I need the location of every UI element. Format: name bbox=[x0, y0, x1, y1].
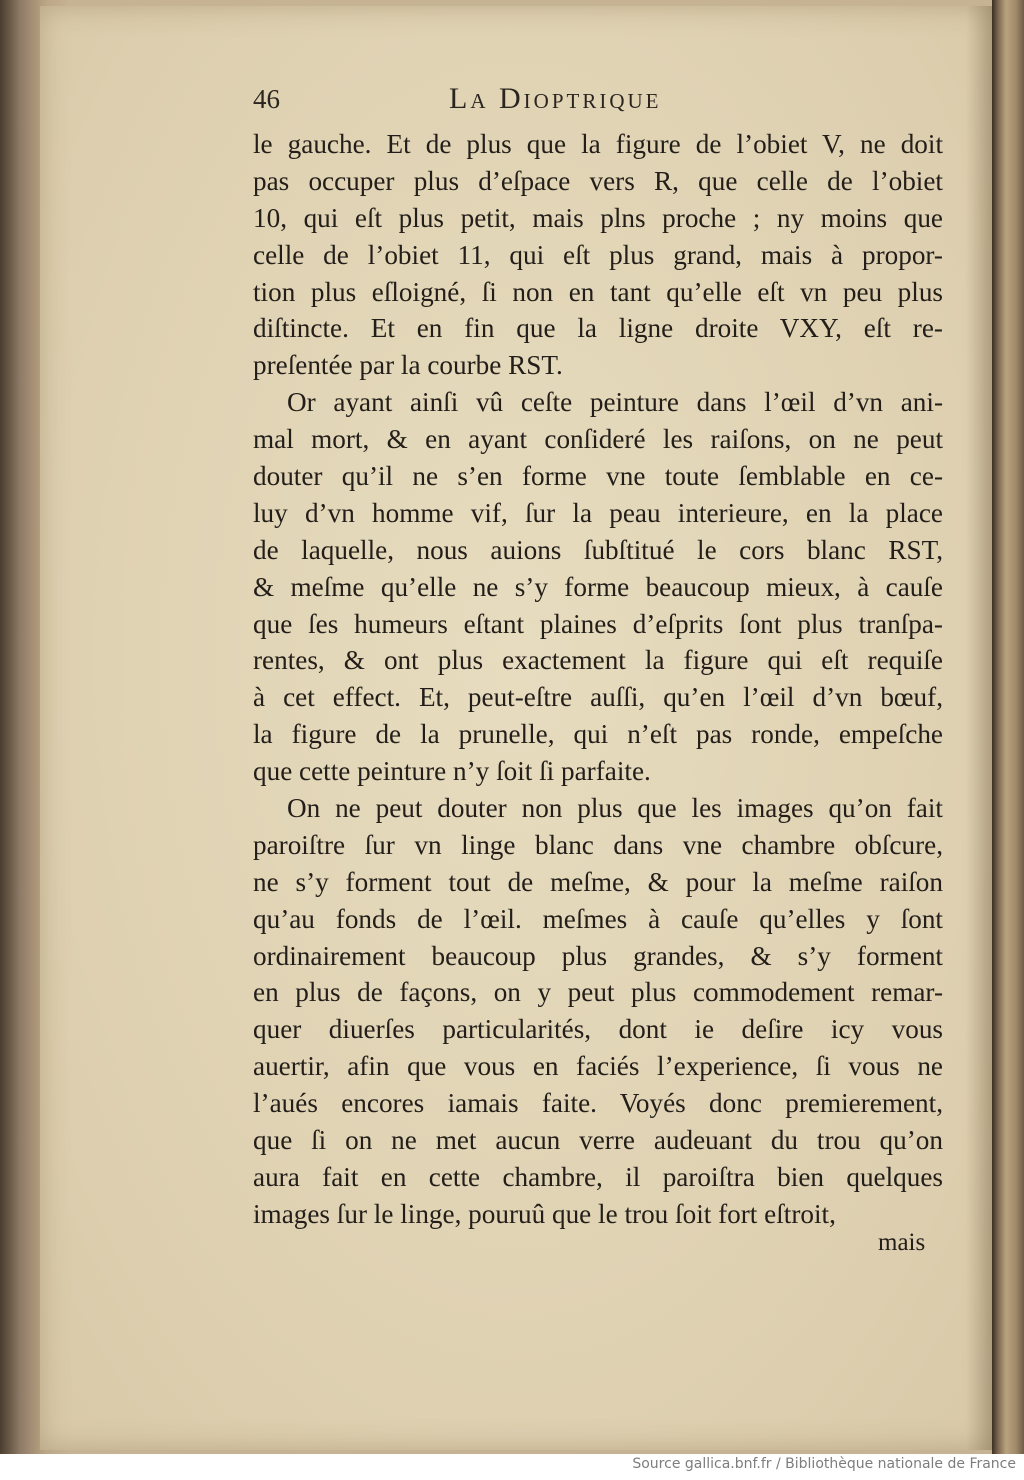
running-head bbox=[253, 84, 943, 120]
text-line: douter qu’il ne s’en forme vne toute ſemblable en ce- bbox=[253, 461, 943, 492]
text-line: que ſes humeurs eſtant plaines d’eſprits ſont plus tranſpa- bbox=[253, 608, 943, 639]
running-title: La Dioptrique bbox=[449, 82, 662, 115]
text-line: la figure de la prunelle, qui n’eſt pas ronde, empeſche bbox=[253, 719, 943, 750]
text-line: que ſi on ne met aucun verre audeuant du trou qu’on bbox=[253, 1125, 943, 1156]
text-line: à cet effect. Et, peut-eſtre auſſi, qu’en l’œil d’vn bœuf, bbox=[253, 682, 943, 713]
text-line: l’aués encores iamais faite. Voyés donc premierement, bbox=[253, 1088, 943, 1119]
text-line: mal mort, & en ayant conſideré les raiſons, on ne peut bbox=[253, 424, 943, 455]
source-credit: Source gallica.bnf.fr / Bibliothèque nationale de France bbox=[632, 1456, 1016, 1472]
text-line: ordinairement beaucoup plus grandes, & s’y forment bbox=[253, 940, 943, 971]
text-line: & meſme qu’elle ne s’y forme beaucoup mieux, à cauſe bbox=[253, 571, 943, 602]
text-line: 10, qui eſt plus petit, mais plns proche ; ny moins que bbox=[253, 202, 943, 233]
text-line: luy d’vn homme vif, ſur la peau interieure, en la place bbox=[253, 497, 943, 528]
text-line: aura fait en cette chambre, il paroiſtra bien quelques bbox=[253, 1161, 943, 1192]
text-line: de laquelle, nous auions ſubſtitué le cors blanc RST, bbox=[253, 534, 943, 565]
body-text bbox=[253, 126, 953, 1233]
text-line: en plus de façons, on y peut plus commodement remar- bbox=[253, 977, 943, 1008]
catchword: mais bbox=[878, 1229, 926, 1256]
facing-page-edge bbox=[992, 0, 1024, 1454]
text-line: images ſur le linge, pouruû que le trou ſoit fort eſtroit, bbox=[253, 1198, 836, 1229]
paragraph-start-line: Or ayant ainſi vû ceſte peinture dans l’œil d’vn ani- bbox=[287, 387, 943, 418]
text-line: le gauche. Et de plus que la figure de l’obiet V, ne doit bbox=[253, 129, 943, 159]
paragraph-start-line: On ne peut douter non plus que les images qu’on fait bbox=[287, 793, 943, 824]
text-line: rentes, & ont plus exactement la figure qui eſt requiſe bbox=[253, 645, 943, 676]
text-line: celle de l’obiet 11, qui eſt plus grand, mais à propor- bbox=[253, 239, 943, 270]
text-line: que cette peinture n’y ſoit ſi parfaite. bbox=[253, 756, 651, 787]
text-line: qu’au fonds de l’œil. meſmes à cauſe qu’elles y ſont bbox=[253, 903, 943, 934]
text-line: diſtincte. Et en fin que la ligne droite VXY, eſt re- bbox=[253, 313, 943, 344]
text-line: tion plus eſloigné, ſi non en tant qu’elle eſt vn peu plus bbox=[253, 276, 943, 307]
text-line: ne s’y forment tout de meſme, & pour la meſme raiſon bbox=[253, 866, 943, 897]
text-line: preſentée par la courbe RST. bbox=[253, 350, 563, 381]
text-line: quer diuerſes particularités, dont ie deſire icy vous bbox=[253, 1014, 943, 1045]
text-line: paroiſtre ſur vn linge blanc dans vne chambre obſcure, bbox=[253, 829, 943, 860]
text-line: pas occuper plus d’eſpace vers R, que celle de l’obiet bbox=[253, 165, 943, 196]
text-line: auertir, afin que vous en faciés l’experience, ſi vous ne bbox=[253, 1051, 943, 1082]
page-number: 46 bbox=[253, 84, 280, 114]
